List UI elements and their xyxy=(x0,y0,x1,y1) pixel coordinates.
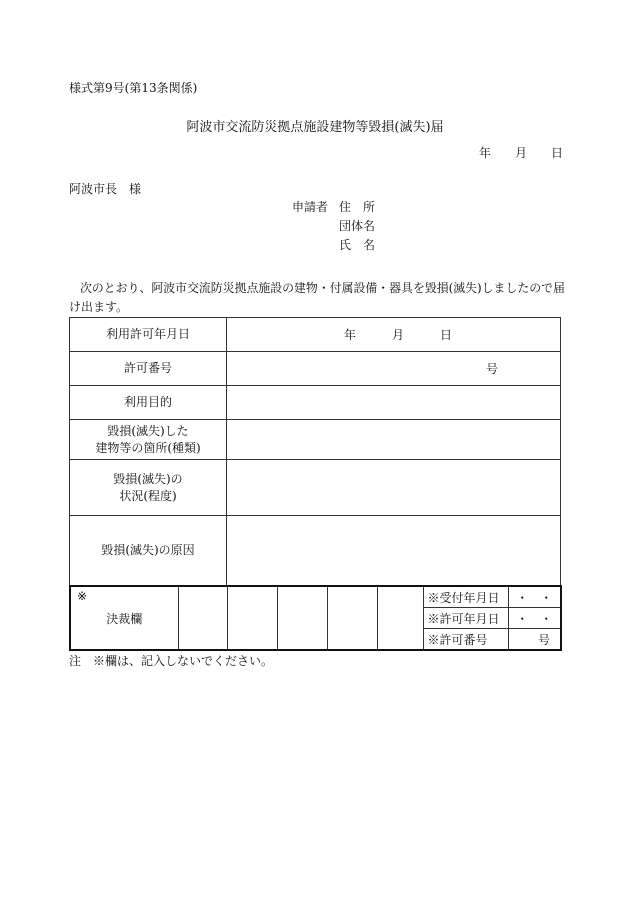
table-row xyxy=(70,386,561,420)
table-row xyxy=(70,352,561,386)
damage-cause-field[interactable] xyxy=(227,516,561,586)
permit-date-value: 年 月 日 xyxy=(344,328,453,342)
footnote: 注 ※欄は、記入しないでください。 xyxy=(69,654,274,668)
applicant-address-label: 住 所 xyxy=(339,200,376,214)
body-text-line1: 次のとおり、阿波市交流防災拠点施設の建物・付属設備・器具を毀損(滅失)しましたので届 xyxy=(80,281,565,295)
body-text-line2: け出ます。 xyxy=(69,300,129,314)
approval-stamp-box[interactable] xyxy=(227,586,277,650)
purpose-field[interactable] xyxy=(227,386,561,420)
row-label-damaged-location: 毀損(滅失)した 建物等の箇所(種類) xyxy=(70,420,227,460)
approval-stamp-box[interactable] xyxy=(327,586,377,650)
permit-date-field[interactable] xyxy=(227,318,561,352)
table-row xyxy=(70,420,561,460)
received-date-value: ・ ・ xyxy=(508,586,561,608)
approval-date-value: ・ ・ xyxy=(508,608,561,629)
row-label-damage-status: 毀損(滅失)の 状況(程度) xyxy=(70,460,227,516)
received-date-label: ※受付年月日 xyxy=(423,586,508,608)
damaged-location-field[interactable] xyxy=(227,420,561,460)
document-title: 阿波市交流防災拠点施設建物等毀損(滅失)届 xyxy=(186,120,444,135)
office-permit-number-label: ※許可番号 xyxy=(423,629,508,651)
form-number: 様式第9号(第13条関係) xyxy=(69,81,198,95)
approval-date-label: ※許可年月日 xyxy=(423,608,508,629)
table-row xyxy=(70,460,561,516)
table-row xyxy=(70,318,561,352)
details-table xyxy=(69,317,561,586)
row-label-damage-cause: 毀損(滅失)の原因 xyxy=(70,516,227,586)
date-line: 年 月 日 xyxy=(479,146,564,160)
row-label-permit-number: 許可番号 xyxy=(70,352,227,386)
approval-column-label-cell xyxy=(70,586,178,650)
applicant-name-label: 氏 名 xyxy=(339,238,376,252)
office-permit-number-value: 号 xyxy=(508,629,561,651)
office-use-mark: ※ xyxy=(77,589,88,603)
approval-stamp-box[interactable] xyxy=(377,586,423,650)
permit-number-field[interactable] xyxy=(227,352,561,386)
approval-column-label: 決裁欄 xyxy=(106,611,143,626)
applicant-label: 申請者 xyxy=(292,200,329,214)
row-label-purpose: 利用目的 xyxy=(70,386,227,420)
table-row xyxy=(70,516,561,586)
permit-number-suffix: 号 xyxy=(486,362,499,376)
addressee: 阿波市長 様 xyxy=(69,182,142,196)
row-label-permit-date: 利用許可年月日 xyxy=(70,318,227,352)
office-use-table xyxy=(69,585,562,651)
approval-stamp-box[interactable] xyxy=(178,586,227,650)
approval-stamp-box[interactable] xyxy=(277,586,327,650)
applicant-org-label: 団体名 xyxy=(339,219,376,233)
damage-status-field[interactable] xyxy=(227,460,561,516)
